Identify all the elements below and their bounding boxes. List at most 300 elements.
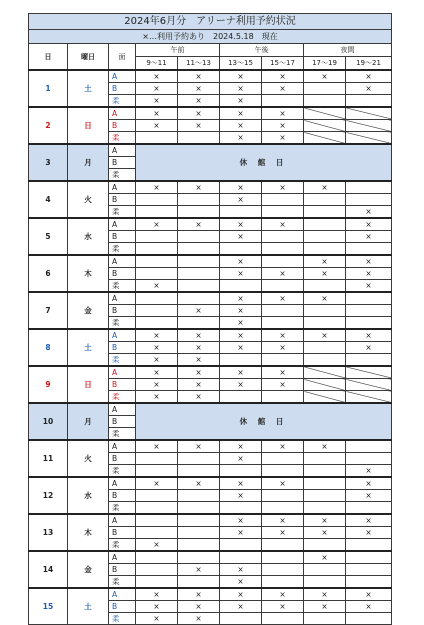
day-row <box>29 70 392 83</box>
slot-cell <box>346 181 392 194</box>
slot-cell <box>178 280 220 293</box>
court-label: 柔 <box>109 243 136 256</box>
slot-cell <box>178 539 220 552</box>
slot-cell: × <box>178 95 220 108</box>
slot-cell <box>304 305 346 317</box>
slot-cell <box>178 490 220 502</box>
court-label: A <box>109 70 136 83</box>
slot-cell <box>304 576 346 589</box>
slot-cell: × <box>178 564 220 576</box>
slot-cell <box>178 576 220 589</box>
day-header: 日 <box>29 44 68 71</box>
slot-cell <box>262 317 304 330</box>
day-number: 6 <box>29 255 68 292</box>
reservation-table <box>28 13 392 625</box>
court-label: 柔 <box>109 169 136 182</box>
weekday-label: 土 <box>68 588 109 625</box>
slot-cell <box>304 95 346 108</box>
court-label: 柔 <box>109 317 136 330</box>
slot-cell: × <box>262 132 304 145</box>
court-label: 柔 <box>109 354 136 367</box>
slot-cell <box>304 539 346 552</box>
court-label: 柔 <box>109 132 136 145</box>
weekday-label: 日 <box>68 366 109 403</box>
slot-cell <box>136 527 178 539</box>
slot-cell: × <box>262 601 304 613</box>
slot-cell <box>262 539 304 552</box>
slot-cell: × <box>220 107 262 120</box>
slot-cell <box>346 564 392 576</box>
slot-cell <box>136 490 178 502</box>
slot-header: 19～21 <box>346 57 392 71</box>
slot-cell <box>220 243 262 256</box>
slot-cell: × <box>346 601 392 613</box>
slot-cell: × <box>304 255 346 268</box>
day-row <box>29 514 392 527</box>
weekday-label: 木 <box>68 255 109 292</box>
slot-cell <box>178 551 220 564</box>
slot-cell <box>136 453 178 465</box>
slot-cell <box>304 342 346 354</box>
slot-cell: × <box>304 551 346 564</box>
weekday-label: 日 <box>68 107 109 144</box>
day-number: 14 <box>29 551 68 588</box>
slot-cell <box>262 255 304 268</box>
slot-cell: × <box>136 354 178 367</box>
slot-cell <box>178 292 220 305</box>
day-row <box>29 403 392 416</box>
court-label: A <box>109 255 136 268</box>
court-label: A <box>109 551 136 564</box>
slot-cell: × <box>304 514 346 527</box>
slot-cell: × <box>304 70 346 83</box>
slot-cell: × <box>136 70 178 83</box>
day-number: 13 <box>29 514 68 551</box>
slot-header: 15～17 <box>262 57 304 71</box>
slot-cell: × <box>178 120 220 132</box>
slot-cell: × <box>262 268 304 280</box>
day-row <box>29 588 392 601</box>
slot-cell: × <box>346 83 392 95</box>
slot-cell: × <box>136 601 178 613</box>
slot-cell <box>346 354 392 367</box>
slot-cell: × <box>136 329 178 342</box>
slot-cell <box>136 465 178 478</box>
court-label: 柔 <box>109 502 136 515</box>
slot-cell <box>136 243 178 256</box>
slot-cell: × <box>136 391 178 404</box>
day-number: 12 <box>29 477 68 514</box>
slot-cell <box>304 194 346 206</box>
weekday-label: 金 <box>68 292 109 329</box>
slot-cell <box>346 440 392 453</box>
slot-cell <box>304 280 346 293</box>
group-header-night: 夜間 <box>304 44 392 57</box>
page-title: 2024年6月分 アリーナ利用予約状況 <box>29 14 392 30</box>
unavailable-cell <box>304 120 346 132</box>
slot-cell <box>136 305 178 317</box>
slot-cell: × <box>220 527 262 539</box>
day-number: 1 <box>29 70 68 107</box>
court-label: 柔 <box>109 613 136 625</box>
slot-cell: × <box>262 379 304 391</box>
unavailable-cell <box>304 391 346 404</box>
slot-cell: × <box>178 391 220 404</box>
slot-cell <box>346 576 392 589</box>
court-label: 柔 <box>109 95 136 108</box>
slot-cell: × <box>346 70 392 83</box>
slot-cell: × <box>346 255 392 268</box>
weekday-label: 木 <box>68 514 109 551</box>
day-row <box>29 329 392 342</box>
slot-cell <box>262 95 304 108</box>
slot-cell <box>262 391 304 404</box>
slot-cell: × <box>346 280 392 293</box>
slot-cell: × <box>262 440 304 453</box>
slot-cell: × <box>220 95 262 108</box>
court-label: 柔 <box>109 465 136 478</box>
slot-cell: × <box>262 120 304 132</box>
slot-cell: × <box>220 268 262 280</box>
slot-cell: × <box>220 83 262 95</box>
slot-cell <box>304 206 346 219</box>
unavailable-cell <box>304 132 346 145</box>
day-number: 15 <box>29 588 68 625</box>
slot-cell <box>178 243 220 256</box>
slot-cell: × <box>346 342 392 354</box>
weekday-label: 土 <box>68 329 109 366</box>
slot-cell: × <box>304 181 346 194</box>
slot-cell: × <box>346 527 392 539</box>
court-label: A <box>109 403 136 416</box>
slot-cell <box>136 194 178 206</box>
slot-cell <box>220 391 262 404</box>
slot-cell: × <box>220 477 262 490</box>
unavailable-cell <box>304 107 346 120</box>
slot-cell: × <box>178 70 220 83</box>
slot-cell <box>304 502 346 515</box>
slot-cell <box>346 305 392 317</box>
slot-cell: × <box>136 83 178 95</box>
legend-subtitle: ×…利用予約あり 2024.5.18 現在 <box>29 30 392 44</box>
slot-cell <box>178 502 220 515</box>
slot-cell: × <box>220 453 262 465</box>
slot-cell <box>220 551 262 564</box>
slot-cell: × <box>178 588 220 601</box>
day-number: 11 <box>29 440 68 477</box>
court-label: A <box>109 440 136 453</box>
slot-cell: × <box>136 613 178 625</box>
court-label: B <box>109 268 136 280</box>
weekday-label: 水 <box>68 218 109 255</box>
slot-cell: × <box>220 564 262 576</box>
slot-cell: × <box>220 231 262 243</box>
slot-cell <box>262 231 304 243</box>
court-label: B <box>109 342 136 354</box>
weekday-label: 水 <box>68 477 109 514</box>
slot-cell <box>262 490 304 502</box>
slot-cell <box>262 354 304 367</box>
weekday-label: 月 <box>68 144 109 181</box>
slot-cell: × <box>136 588 178 601</box>
slot-cell <box>220 354 262 367</box>
day-number: 8 <box>29 329 68 366</box>
slot-cell <box>220 280 262 293</box>
slot-cell: × <box>136 379 178 391</box>
slot-cell: × <box>220 218 262 231</box>
slot-cell: × <box>220 440 262 453</box>
slot-cell: × <box>304 588 346 601</box>
court-label: A <box>109 292 136 305</box>
slot-cell: × <box>262 477 304 490</box>
court-label: A <box>109 588 136 601</box>
slot-cell: × <box>220 70 262 83</box>
slot-cell: × <box>178 366 220 379</box>
unavailable-cell <box>346 107 392 120</box>
closed-day-label: 休 館 日 <box>136 144 392 181</box>
court-label: A <box>109 329 136 342</box>
day-row <box>29 181 392 194</box>
weekday-header: 曜日 <box>68 44 109 71</box>
slot-cell <box>346 453 392 465</box>
court-label: B <box>109 120 136 132</box>
slot-cell: × <box>178 379 220 391</box>
court-label: A <box>109 218 136 231</box>
court-label: B <box>109 379 136 391</box>
slot-cell <box>178 194 220 206</box>
slot-cell <box>304 231 346 243</box>
day-row <box>29 144 392 157</box>
slot-cell: × <box>178 181 220 194</box>
slot-cell <box>304 317 346 330</box>
day-number: 3 <box>29 144 68 181</box>
slot-cell: × <box>346 218 392 231</box>
slot-cell: × <box>346 329 392 342</box>
slot-cell: × <box>178 342 220 354</box>
slot-cell: × <box>136 477 178 490</box>
slot-cell: × <box>220 342 262 354</box>
day-row <box>29 292 392 305</box>
slot-cell: × <box>178 601 220 613</box>
unavailable-cell <box>346 391 392 404</box>
slot-cell: × <box>346 477 392 490</box>
slot-cell: × <box>262 527 304 539</box>
court-label: 柔 <box>109 576 136 589</box>
slot-cell <box>178 255 220 268</box>
weekday-label: 金 <box>68 551 109 588</box>
day-number: 4 <box>29 181 68 218</box>
slot-cell: × <box>136 539 178 552</box>
slot-cell: × <box>220 576 262 589</box>
day-row <box>29 366 392 379</box>
slot-cell <box>304 218 346 231</box>
slot-cell: × <box>346 514 392 527</box>
slot-cell: × <box>346 465 392 478</box>
slot-cell: × <box>262 329 304 342</box>
slot-cell: × <box>136 95 178 108</box>
slot-cell <box>136 576 178 589</box>
day-row <box>29 551 392 564</box>
slot-cell: × <box>220 366 262 379</box>
slot-cell <box>262 502 304 515</box>
slot-cell <box>346 551 392 564</box>
slot-cell <box>136 231 178 243</box>
slot-cell: × <box>178 305 220 317</box>
slot-cell <box>346 317 392 330</box>
court-label: B <box>109 453 136 465</box>
slot-cell <box>262 564 304 576</box>
slot-cell: × <box>178 83 220 95</box>
slot-cell <box>136 514 178 527</box>
slot-cell <box>136 292 178 305</box>
slot-cell: × <box>220 514 262 527</box>
slot-cell: × <box>178 218 220 231</box>
slot-cell <box>220 502 262 515</box>
slot-cell: × <box>178 613 220 625</box>
slot-cell: × <box>262 107 304 120</box>
weekday-label: 月 <box>68 403 109 440</box>
court-label: A <box>109 144 136 157</box>
closed-day-label: 休 館 日 <box>136 403 392 440</box>
court-label: B <box>109 527 136 539</box>
slot-cell <box>262 194 304 206</box>
slot-cell <box>178 527 220 539</box>
group-header-afternoon: 午後 <box>220 44 304 57</box>
court-label: A <box>109 477 136 490</box>
slot-cell: × <box>136 181 178 194</box>
court-label: A <box>109 514 136 527</box>
slot-cell: × <box>220 305 262 317</box>
slot-cell: × <box>136 120 178 132</box>
slot-cell: × <box>262 342 304 354</box>
slot-cell <box>346 292 392 305</box>
slot-header: 11～13 <box>178 57 220 71</box>
slot-cell <box>304 354 346 367</box>
slot-cell <box>220 613 262 625</box>
slot-cell <box>178 317 220 330</box>
slot-cell: × <box>136 280 178 293</box>
court-label: 柔 <box>109 391 136 404</box>
day-row <box>29 440 392 453</box>
day-number: 7 <box>29 292 68 329</box>
slot-cell: × <box>220 255 262 268</box>
slot-cell: × <box>220 588 262 601</box>
slot-cell <box>136 551 178 564</box>
court-label: B <box>109 305 136 317</box>
slot-cell: × <box>220 292 262 305</box>
slot-cell <box>346 539 392 552</box>
slot-cell <box>136 564 178 576</box>
slot-cell <box>304 465 346 478</box>
slot-cell: × <box>262 292 304 305</box>
slot-cell <box>136 317 178 330</box>
court-label: B <box>109 231 136 243</box>
day-number: 9 <box>29 366 68 403</box>
slot-cell <box>262 280 304 293</box>
slot-cell: × <box>136 107 178 120</box>
day-row <box>29 107 392 120</box>
day-row <box>29 255 392 268</box>
slot-cell: × <box>178 329 220 342</box>
slot-cell <box>346 194 392 206</box>
slot-cell: × <box>304 440 346 453</box>
unavailable-cell <box>346 379 392 391</box>
slot-cell <box>304 453 346 465</box>
day-row <box>29 218 392 231</box>
slot-cell <box>262 465 304 478</box>
slot-cell: × <box>220 379 262 391</box>
slot-cell: × <box>136 342 178 354</box>
slot-cell <box>262 453 304 465</box>
slot-cell <box>178 231 220 243</box>
slot-cell <box>262 551 304 564</box>
slot-cell <box>178 132 220 145</box>
unavailable-cell <box>304 366 346 379</box>
slot-header: 13～15 <box>220 57 262 71</box>
slot-cell <box>136 502 178 515</box>
slot-cell <box>262 613 304 625</box>
slot-cell <box>220 465 262 478</box>
slot-cell: × <box>178 107 220 120</box>
court-label: B <box>109 157 136 169</box>
slot-cell: × <box>346 231 392 243</box>
slot-cell <box>304 613 346 625</box>
slot-cell: × <box>346 588 392 601</box>
slot-cell: × <box>178 354 220 367</box>
slot-cell: × <box>304 329 346 342</box>
slot-cell: × <box>262 588 304 601</box>
slot-cell <box>262 243 304 256</box>
slot-cell <box>220 539 262 552</box>
slot-cell <box>304 490 346 502</box>
slot-cell: × <box>262 70 304 83</box>
slot-cell <box>136 132 178 145</box>
slot-cell: × <box>262 83 304 95</box>
slot-cell: × <box>262 218 304 231</box>
slot-cell <box>304 83 346 95</box>
unavailable-cell <box>346 120 392 132</box>
court-label: A <box>109 107 136 120</box>
slot-cell <box>136 255 178 268</box>
slot-cell <box>136 268 178 280</box>
court-label: A <box>109 181 136 194</box>
slot-cell <box>262 305 304 317</box>
slot-cell <box>346 95 392 108</box>
unavailable-cell <box>304 379 346 391</box>
slot-cell <box>178 206 220 219</box>
court-label: 柔 <box>109 206 136 219</box>
day-number: 10 <box>29 403 68 440</box>
slot-cell <box>136 206 178 219</box>
slot-cell: × <box>220 490 262 502</box>
court-label: B <box>109 490 136 502</box>
slot-cell: × <box>220 317 262 330</box>
court-label: A <box>109 366 136 379</box>
slot-cell: × <box>304 601 346 613</box>
slot-cell: × <box>346 268 392 280</box>
court-label: B <box>109 194 136 206</box>
slot-cell: × <box>220 120 262 132</box>
slot-cell: × <box>178 477 220 490</box>
slot-cell: × <box>262 366 304 379</box>
slot-cell <box>178 268 220 280</box>
slot-cell <box>178 514 220 527</box>
slot-cell: × <box>220 194 262 206</box>
day-number: 5 <box>29 218 68 255</box>
slot-cell: × <box>178 440 220 453</box>
slot-cell: × <box>304 292 346 305</box>
court-label: 柔 <box>109 428 136 441</box>
